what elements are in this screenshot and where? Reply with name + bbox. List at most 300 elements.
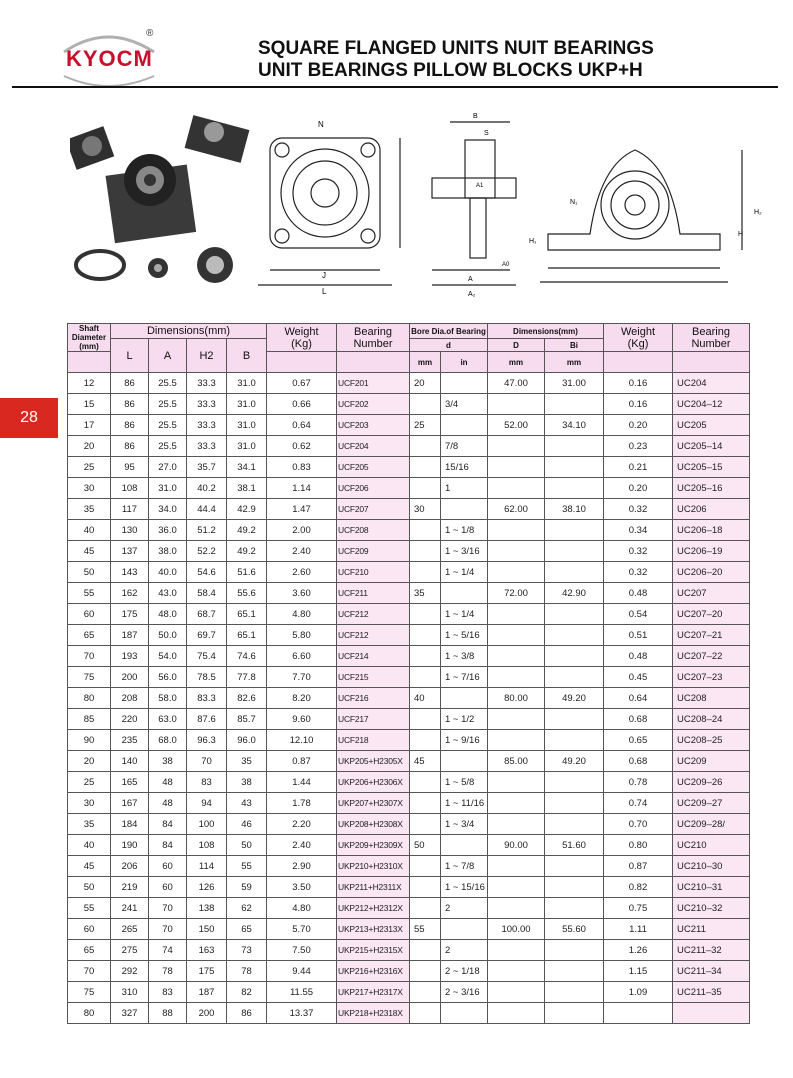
cell-D <box>488 625 545 646</box>
cell-L: 220 <box>111 709 149 730</box>
cell-D <box>488 478 545 499</box>
cell-shaft: 75 <box>68 667 111 688</box>
cell-L: 86 <box>111 415 149 436</box>
cell-Bi <box>545 520 604 541</box>
cell-B: 96.0 <box>227 730 267 751</box>
table-row <box>68 751 750 772</box>
cell-w: 0.66 <box>267 394 337 415</box>
cell-B: 55 <box>227 856 267 877</box>
label-h1: H₁ <box>529 238 537 245</box>
cell-shaft: 40 <box>68 520 111 541</box>
cell-mm <box>410 961 441 982</box>
cell-B: 50 <box>227 835 267 856</box>
cell-in: 15/16 <box>441 457 488 478</box>
page-number-tab: 28 <box>0 398 58 438</box>
cell-B: 43 <box>227 793 267 814</box>
cell-B: 51.6 <box>227 562 267 583</box>
flange-side-view <box>432 122 516 285</box>
cell-bn: UCF218 <box>337 730 410 751</box>
cell-Bi <box>545 562 604 583</box>
table-row <box>68 982 750 1003</box>
cell-A: 38.0 <box>149 541 187 562</box>
cell-shaft: 55 <box>68 583 111 604</box>
cell-mm <box>410 541 441 562</box>
cell-in <box>441 1003 488 1024</box>
cell-w2: 1.26 <box>604 940 673 961</box>
cell-w: 3.60 <box>267 583 337 604</box>
cell-shaft: 45 <box>68 541 111 562</box>
cell-bn: UCF214 <box>337 646 410 667</box>
cell-in: 1 ~ 15/16 <box>441 877 488 898</box>
cell-L: 167 <box>111 793 149 814</box>
cell-D <box>488 604 545 625</box>
cell-ref: UC205–14 <box>673 436 750 457</box>
flange-front-view <box>258 138 400 285</box>
cell-H2: 69.7 <box>187 625 227 646</box>
cell-shaft: 85 <box>68 709 111 730</box>
cell-bn: UKP211+H2311X <box>337 877 410 898</box>
header-dimensions: Dimensions(mm) <box>111 324 267 339</box>
table-row <box>68 499 750 520</box>
cell-D <box>488 667 545 688</box>
cell-shaft: 45 <box>68 856 111 877</box>
cell-w: 2.20 <box>267 814 337 835</box>
cell-D <box>488 541 545 562</box>
header-mm: (mm) <box>79 342 99 351</box>
cell-B: 49.2 <box>227 520 267 541</box>
cell-L: 310 <box>111 982 149 1003</box>
cell-Bi <box>545 772 604 793</box>
cell-D: 62.00 <box>488 499 545 520</box>
cell-w: 12.10 <box>267 730 337 751</box>
cell-B: 38.1 <box>227 478 267 499</box>
cell-ref: UC207–21 <box>673 625 750 646</box>
cell-A: 63.0 <box>149 709 187 730</box>
cell-shaft: 35 <box>68 814 111 835</box>
cell-A: 56.0 <box>149 667 187 688</box>
cell-Bi <box>545 793 604 814</box>
cell-Bi: 31.00 <box>545 373 604 394</box>
cell-D <box>488 457 545 478</box>
table-row <box>68 688 750 709</box>
cell-B: 65.1 <box>227 604 267 625</box>
cell-B: 31.0 <box>227 415 267 436</box>
cell-H2: 150 <box>187 919 227 940</box>
cell-w2: 0.74 <box>604 793 673 814</box>
cell-w2: 0.51 <box>604 625 673 646</box>
page-title <box>258 38 654 82</box>
table-row <box>68 562 750 583</box>
cell-H2: 200 <box>187 1003 227 1024</box>
header-bore: Bore Dia.of Bearing <box>410 324 488 339</box>
cell-A: 36.0 <box>149 520 187 541</box>
cell-mm <box>410 982 441 1003</box>
cell-bn: UKP207+H2307X <box>337 793 410 814</box>
cell-A: 83 <box>149 982 187 1003</box>
cell-H2: 54.6 <box>187 562 227 583</box>
cell-ref: UC210–32 <box>673 898 750 919</box>
cell-ref: UC205–15 <box>673 457 750 478</box>
cell-L: 143 <box>111 562 149 583</box>
cell-bn: UCF212 <box>337 625 410 646</box>
cell-H2: 163 <box>187 940 227 961</box>
cell-A: 50.0 <box>149 625 187 646</box>
cell-mm: 45 <box>410 751 441 772</box>
cell-A: 48.0 <box>149 604 187 625</box>
header-d: d <box>410 339 488 352</box>
table-row <box>68 1003 750 1024</box>
cell-D <box>488 394 545 415</box>
cell-shaft: 50 <box>68 877 111 898</box>
cell-H2: 33.3 <box>187 373 227 394</box>
cell-ref: UC211–35 <box>673 982 750 1003</box>
cell-in: 1 ~ 5/8 <box>441 772 488 793</box>
table-row <box>68 478 750 499</box>
cell-H2: 83.3 <box>187 688 227 709</box>
cell-w2: 0.68 <box>604 751 673 772</box>
cell-H2: 33.3 <box>187 415 227 436</box>
cell-bn: UCF201 <box>337 373 410 394</box>
cell-H2: 78.5 <box>187 667 227 688</box>
cell-L: 86 <box>111 373 149 394</box>
cell-ref: UC206–19 <box>673 541 750 562</box>
header-b: B <box>227 339 267 373</box>
cell-A: 48 <box>149 793 187 814</box>
cell-mm <box>410 520 441 541</box>
cell-w: 0.64 <box>267 415 337 436</box>
cell-bn: UKP209+H2309X <box>337 835 410 856</box>
cell-shaft: 65 <box>68 625 111 646</box>
cell-w2: 0.65 <box>604 730 673 751</box>
cell-w: 7.50 <box>267 940 337 961</box>
cell-bn: UCF207 <box>337 499 410 520</box>
cell-bn: UKP213+H2313X <box>337 919 410 940</box>
cell-in <box>441 499 488 520</box>
header-weight-spacer <box>267 352 337 373</box>
cell-D <box>488 982 545 1003</box>
cell-L: 175 <box>111 604 149 625</box>
cell-w2: 1.09 <box>604 982 673 1003</box>
cell-ref: UC208 <box>673 688 750 709</box>
col-shaft <box>68 324 111 352</box>
col-bearing <box>337 324 410 352</box>
cell-w: 4.80 <box>267 898 337 919</box>
cell-L: 162 <box>111 583 149 604</box>
header-Bi: Bi <box>545 339 604 352</box>
cell-mm <box>410 394 441 415</box>
cell-in: 1 ~ 9/16 <box>441 730 488 751</box>
cell-Bi <box>545 625 604 646</box>
cell-H2: 75.4 <box>187 646 227 667</box>
cell-bn: UKP216+H2316X <box>337 961 410 982</box>
product-figures <box>70 110 770 305</box>
cell-H2: 126 <box>187 877 227 898</box>
cell-H2: 83 <box>187 772 227 793</box>
cell-shaft: 17 <box>68 415 111 436</box>
label-a2: A₂ <box>468 291 476 298</box>
cell-ref: UC206–20 <box>673 562 750 583</box>
cell-B: 82.6 <box>227 688 267 709</box>
table-row <box>68 541 750 562</box>
cell-w: 5.80 <box>267 625 337 646</box>
cell-A: 84 <box>149 835 187 856</box>
cell-Bi: 49.20 <box>545 751 604 772</box>
cell-mm <box>410 793 441 814</box>
cell-shaft: 70 <box>68 646 111 667</box>
label-n: N <box>318 120 324 129</box>
cell-shaft: 90 <box>68 730 111 751</box>
cell-ref: UC204 <box>673 373 750 394</box>
cell-B: 82 <box>227 982 267 1003</box>
cell-shaft: 40 <box>68 835 111 856</box>
cell-ref: UC211 <box>673 919 750 940</box>
cell-A: 43.0 <box>149 583 187 604</box>
table-row <box>68 646 750 667</box>
cell-L: 184 <box>111 814 149 835</box>
cell-w2: 0.82 <box>604 877 673 898</box>
cell-A: 25.5 <box>149 436 187 457</box>
cell-shaft: 25 <box>68 772 111 793</box>
cell-shaft: 75 <box>68 982 111 1003</box>
cell-Bi: 34.10 <box>545 415 604 436</box>
cell-L: 137 <box>111 541 149 562</box>
cell-ref: UC208–25 <box>673 730 750 751</box>
cell-bn: UKP217+H2317X <box>337 982 410 1003</box>
cell-shaft: 30 <box>68 793 111 814</box>
cell-B: 46 <box>227 814 267 835</box>
technical-drawings <box>70 110 770 305</box>
label-h: H <box>738 231 744 238</box>
cell-Bi: 51.60 <box>545 835 604 856</box>
cell-w2: 0.45 <box>604 667 673 688</box>
cell-bn: UCF206 <box>337 478 410 499</box>
cell-H2: 138 <box>187 898 227 919</box>
cell-mm <box>410 856 441 877</box>
cell-w2: 0.80 <box>604 835 673 856</box>
cell-w2: 0.64 <box>604 688 673 709</box>
cell-w2: 0.48 <box>604 646 673 667</box>
cell-H2: 52.2 <box>187 541 227 562</box>
cell-L: 265 <box>111 919 149 940</box>
cell-bn: UCF202 <box>337 394 410 415</box>
cell-Bi <box>545 898 604 919</box>
cell-shaft: 15 <box>68 394 111 415</box>
table-row <box>68 415 750 436</box>
table-row <box>68 730 750 751</box>
cell-bn: UCF205 <box>337 457 410 478</box>
table-row <box>68 604 750 625</box>
table-row <box>68 625 750 646</box>
spec-table <box>67 323 749 1024</box>
cell-w2: 0.20 <box>604 478 673 499</box>
cell-L: 327 <box>111 1003 149 1024</box>
cell-L: 140 <box>111 751 149 772</box>
cell-in <box>441 583 488 604</box>
header-D-mm: mm <box>488 352 545 373</box>
header-weight: Weight <box>284 325 319 338</box>
cell-L: 187 <box>111 625 149 646</box>
cell-B: 38 <box>227 772 267 793</box>
cell-bn: UCF216 <box>337 688 410 709</box>
cell-A: 70 <box>149 919 187 940</box>
cell-H2: 51.2 <box>187 520 227 541</box>
cell-D <box>488 562 545 583</box>
cell-shaft: 65 <box>68 940 111 961</box>
cell-L: 86 <box>111 436 149 457</box>
cell-mm <box>410 772 441 793</box>
cell-bn: UKP218+H2318X <box>337 1003 410 1024</box>
brand-logo <box>50 28 170 88</box>
cell-H2: 108 <box>187 835 227 856</box>
cell-A: 48 <box>149 772 187 793</box>
cell-bn: UCF210 <box>337 562 410 583</box>
cell-L: 292 <box>111 961 149 982</box>
cell-w2: 1.15 <box>604 961 673 982</box>
cell-shaft: 55 <box>68 898 111 919</box>
cell-B: 62 <box>227 898 267 919</box>
cell-bn: UCF215 <box>337 667 410 688</box>
registered-mark: ® <box>146 28 154 39</box>
cell-mm <box>410 646 441 667</box>
cell-in: 1 ~ 3/8 <box>441 646 488 667</box>
cell-w2: 0.54 <box>604 604 673 625</box>
table-row <box>68 436 750 457</box>
cell-ref: UC210–30 <box>673 856 750 877</box>
label-n1: N₁ <box>570 199 578 206</box>
cell-mm <box>410 814 441 835</box>
cell-H2: 58.4 <box>187 583 227 604</box>
cell-w: 13.37 <box>267 1003 337 1024</box>
cell-D <box>488 520 545 541</box>
cell-A: 25.5 <box>149 373 187 394</box>
cell-L: 200 <box>111 667 149 688</box>
cell-in <box>441 919 488 940</box>
cell-in <box>441 373 488 394</box>
cell-w2: 0.16 <box>604 394 673 415</box>
cell-shaft: 80 <box>68 1003 111 1024</box>
cell-w: 1.47 <box>267 499 337 520</box>
cell-in: 3/4 <box>441 394 488 415</box>
col-weight <box>267 324 337 352</box>
cell-ref: UC209 <box>673 751 750 772</box>
header-number-right: Number <box>691 337 731 350</box>
cell-A: 58.0 <box>149 688 187 709</box>
cell-A: 68.0 <box>149 730 187 751</box>
cell-ref: UC210 <box>673 835 750 856</box>
cell-bn: UKP212+H2312X <box>337 898 410 919</box>
cell-A: 60 <box>149 856 187 877</box>
cell-w: 6.60 <box>267 646 337 667</box>
cell-A: 74 <box>149 940 187 961</box>
cell-L: 219 <box>111 877 149 898</box>
cell-w2: 0.70 <box>604 814 673 835</box>
cell-D <box>488 856 545 877</box>
header-Bi-mm: mm <box>545 352 604 373</box>
header-number: Number <box>353 337 393 350</box>
cell-w2: 0.78 <box>604 772 673 793</box>
cell-in: 1 ~ 7/16 <box>441 667 488 688</box>
cell-H2: 96.3 <box>187 730 227 751</box>
label-j: J <box>322 271 326 280</box>
cell-Bi <box>545 730 604 751</box>
cell-D: 52.00 <box>488 415 545 436</box>
cell-in: 2 <box>441 940 488 961</box>
table-row <box>68 835 750 856</box>
header-bearing-right-spacer <box>673 352 750 373</box>
cell-in: 1 ~ 11/16 <box>441 793 488 814</box>
cell-bn: UKP206+H2306X <box>337 772 410 793</box>
cell-mm <box>410 436 441 457</box>
cell-in: 1 ~ 5/16 <box>441 625 488 646</box>
cell-D <box>488 646 545 667</box>
cell-A: 60 <box>149 877 187 898</box>
cell-D: 100.00 <box>488 919 545 940</box>
cell-B: 85.7 <box>227 709 267 730</box>
cell-mm: 30 <box>410 499 441 520</box>
cell-w2: 0.32 <box>604 541 673 562</box>
cell-H2: 70 <box>187 751 227 772</box>
cell-shaft: 20 <box>68 436 111 457</box>
cell-D <box>488 730 545 751</box>
cell-D <box>488 814 545 835</box>
cell-Bi: 42.90 <box>545 583 604 604</box>
cell-ref <box>673 1003 750 1024</box>
cell-w2: 0.16 <box>604 373 673 394</box>
cell-A: 78 <box>149 961 187 982</box>
cell-w: 2.00 <box>267 520 337 541</box>
cell-ref: UC209–28/ <box>673 814 750 835</box>
label-l: L <box>322 287 327 296</box>
cell-Bi <box>545 667 604 688</box>
cell-shaft: 25 <box>68 457 111 478</box>
cell-H2: 33.3 <box>187 394 227 415</box>
cell-A: 25.5 <box>149 415 187 436</box>
cell-mm <box>410 730 441 751</box>
cell-w: 11.55 <box>267 982 337 1003</box>
cell-D <box>488 961 545 982</box>
cell-shaft: 60 <box>68 604 111 625</box>
cell-in: 1 <box>441 478 488 499</box>
cell-H2: 35.7 <box>187 457 227 478</box>
cell-w: 4.80 <box>267 604 337 625</box>
cell-bn: UCF217 <box>337 709 410 730</box>
cell-mm <box>410 478 441 499</box>
cell-H2: 44.4 <box>187 499 227 520</box>
table-row <box>68 667 750 688</box>
cell-D: 80.00 <box>488 688 545 709</box>
table-row <box>68 583 750 604</box>
cell-in <box>441 835 488 856</box>
table-row <box>68 919 750 940</box>
cell-Bi <box>545 982 604 1003</box>
cell-L: 241 <box>111 898 149 919</box>
cell-mm <box>410 667 441 688</box>
cell-D <box>488 709 545 730</box>
cell-ref: UC209–26 <box>673 772 750 793</box>
title-line-1: SQUARE FLANGED UNITS NUIT BEARINGS <box>258 38 654 59</box>
header-shaft-spacer <box>68 352 111 373</box>
table-row <box>68 772 750 793</box>
cell-Bi: 55.60 <box>545 919 604 940</box>
cell-H2: 68.7 <box>187 604 227 625</box>
cell-in <box>441 415 488 436</box>
cell-A: 31.0 <box>149 478 187 499</box>
cell-Bi <box>545 877 604 898</box>
cell-Bi <box>545 541 604 562</box>
cell-ref: UC208–24 <box>673 709 750 730</box>
table-row <box>68 709 750 730</box>
cell-shaft: 35 <box>68 499 111 520</box>
